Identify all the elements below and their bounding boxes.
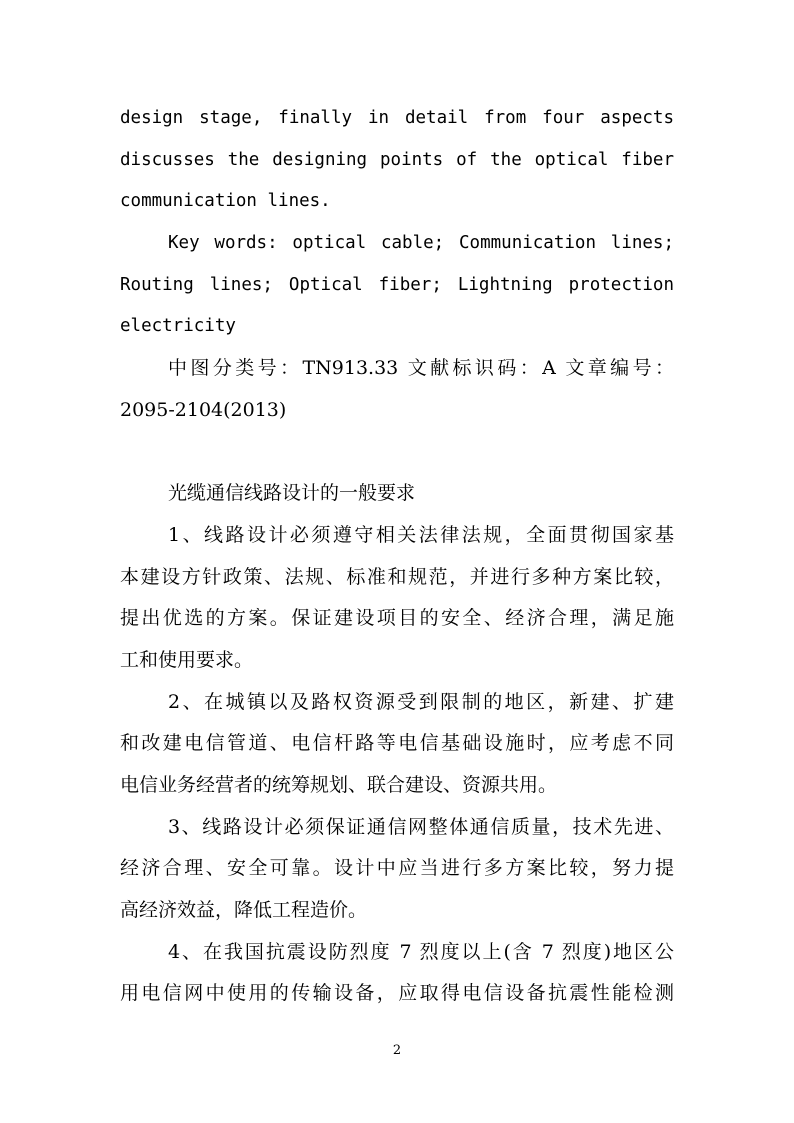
paragraph-4-line-2: 用电信网中使用的传输设备，应取得电信设备抗震性能检测 bbox=[120, 982, 674, 1004]
abstract-line-1: design stage, finally in detail from four aspects bbox=[120, 108, 674, 128]
paragraph-1-line-2: 本建设方针政策、法规、标准和规范，并进行多种方案比较， bbox=[120, 566, 674, 588]
paragraph-2-line-3: 电信业务经营者的统筹规划、联合建设、资源共用。 bbox=[120, 774, 558, 796]
paragraph-2-line-1: 2、在城镇以及路权资源受到限制的地区，新建、扩建 bbox=[168, 691, 674, 713]
paragraph-1-line-1: 1、线路设计必须遵守相关法律法规，全面贯彻国家基 bbox=[168, 524, 674, 546]
abstract-line-3: communication lines. bbox=[120, 191, 331, 211]
classification-line-1: 中图分类号：TN913.33 文献标识码：A 文章编号： bbox=[168, 357, 674, 379]
paragraph-1-line-4: 工和使用要求。 bbox=[120, 649, 254, 671]
paragraph-4-line-1: 4、在我国抗震设防烈度 7 烈度以上(含 7 烈度)地区公 bbox=[168, 941, 674, 963]
keywords-line-3: electricity bbox=[120, 316, 236, 336]
page-number: 2 bbox=[392, 1043, 402, 1058]
classification-line-2: 2095-2104(2013) bbox=[120, 399, 287, 421]
paragraph-3-line-1: 3、线路设计必须保证通信网整体通信质量，技术先进、 bbox=[168, 816, 674, 838]
paragraph-3-line-3: 高经济效益，降低工程造价。 bbox=[120, 899, 368, 921]
paragraph-3-line-2: 经济合理、安全可靠。设计中应当进行多方案比较，努力提 bbox=[120, 857, 674, 879]
section-heading: 光缆通信线路设计的一般要求 bbox=[168, 482, 416, 504]
paragraph-2-line-2: 和改建电信管道、电信杆路等电信基础设施时，应考虑不同 bbox=[120, 732, 674, 754]
keywords-line-2: Routing lines; Optical fiber; Lightning protection bbox=[120, 275, 674, 295]
abstract-line-2: discusses the designing points of the optical fiber bbox=[120, 150, 674, 170]
paragraph-1-line-3: 提出优选的方案。保证建设项目的安全、经济合理，满足施 bbox=[120, 607, 674, 629]
keywords-line-1: Key words: optical cable; Communication lines; bbox=[168, 233, 674, 253]
